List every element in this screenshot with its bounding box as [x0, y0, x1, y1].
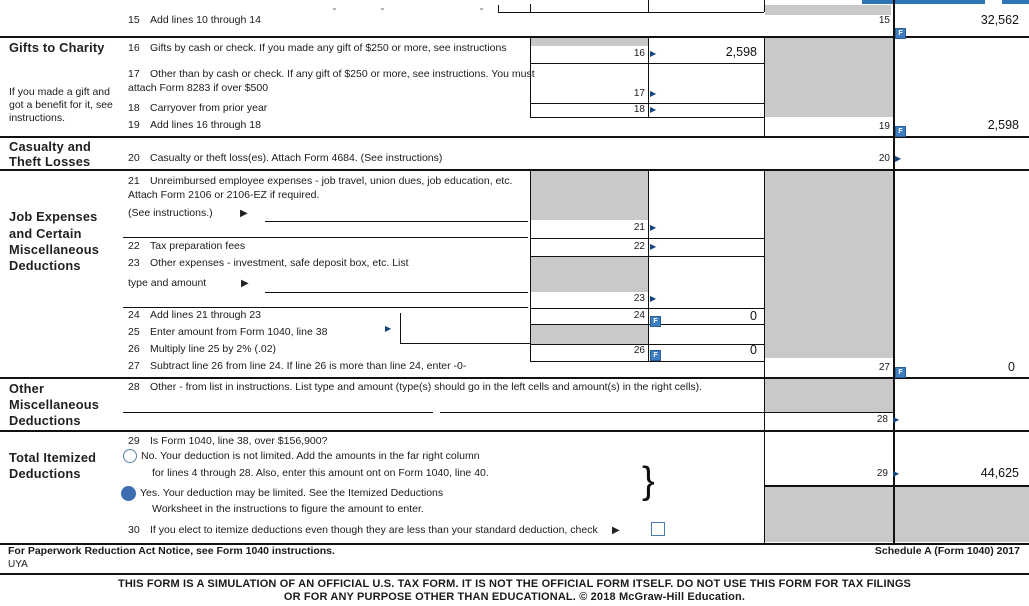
- line17-text: attach Form 8283 if over $500: [128, 82, 269, 94]
- rule: [764, 0, 765, 12]
- line23-amount-field[interactable]: [531, 293, 763, 308]
- rule: [498, 12, 764, 13]
- line26-box-number: 26: [633, 345, 645, 356]
- line27-box-number: 27: [878, 362, 890, 373]
- section-gifts-title: Gifts to Charity: [9, 40, 105, 55]
- cut-off-button[interactable]: [1002, 0, 1029, 4]
- entry-arrow-icon: ▶: [650, 49, 657, 58]
- line23-box-number: 23: [633, 293, 645, 304]
- rule: [498, 5, 499, 12]
- line29-number: 29: [128, 435, 140, 447]
- line19-box-number: 19: [878, 121, 890, 132]
- line26-number: 26: [128, 343, 140, 355]
- artifact-dot: [381, 8, 384, 10]
- line21-text: Attach Form 2106 or 2106-EZ if required.: [128, 189, 320, 201]
- shaded-cell: [765, 486, 893, 542]
- line22-box-number: 22: [633, 241, 645, 252]
- line25-text: Enter amount from Form 1040, line 38: [150, 326, 328, 338]
- line27-number: 27: [128, 360, 140, 372]
- paperwork-notice: For Paperwork Reduction Act Notice, see Form 1040 instructions.: [8, 545, 335, 557]
- rule: [530, 256, 764, 257]
- rule: [648, 0, 649, 12]
- line20-text: Casualty or theft loss(es). Attach Form 4684. (See instructions): [150, 152, 443, 164]
- line28-text: Other - from list in instructions. List type and amount (type(s) should go in the left cells and amount(s) in the right cells).: [150, 381, 703, 393]
- line23-type-amount: type and amount: [128, 277, 207, 289]
- section-divider: [0, 169, 1029, 171]
- entry-arrow-icon: ▶: [650, 242, 657, 251]
- section-job-title: Miscellaneous: [9, 242, 100, 257]
- shaded-cell: [531, 325, 648, 344]
- line16-text: Gifts by cash or check. If you made any gift of $250 or more, see instructions: [150, 42, 507, 54]
- section-job-title: and Certain: [9, 226, 82, 241]
- shaded-cell: [531, 37, 648, 46]
- line17-box-number: 17: [633, 88, 645, 99]
- writing-line: [265, 221, 528, 222]
- line18-amount-field[interactable]: [531, 104, 763, 117]
- line23-text: Other expenses - investment, safe deposit box, etc. List: [150, 257, 409, 269]
- rule: [530, 103, 764, 104]
- rule: [648, 169, 649, 361]
- rule: [530, 238, 764, 239]
- section-other-title: Deductions: [9, 413, 81, 428]
- entry-arrow-icon: ▶: [895, 154, 902, 163]
- line30-number: 30: [128, 524, 140, 536]
- section-job-title: Job Expenses: [9, 209, 98, 224]
- form-id-label: Schedule A (Form 1040) 2017: [874, 545, 1020, 557]
- rule: [530, 324, 764, 325]
- form-link-icon[interactable]: F: [895, 28, 906, 39]
- rule: [764, 169, 765, 543]
- radio-yes-label: Yes. Your deduction may be limited. See the Itemized Deductions: [140, 487, 444, 499]
- rule: [893, 0, 895, 543]
- writing-line: [265, 292, 528, 293]
- section-casualty-title: Casualty and: [9, 139, 92, 154]
- writing-line: [123, 412, 433, 413]
- line19-text: Add lines 16 through 18: [150, 119, 261, 131]
- section-casualty-title: Theft Losses: [9, 154, 91, 169]
- line27-text: Subtract line 26 from line 24. If line 26 is more than line 24, enter -0-: [150, 360, 467, 372]
- line21-amount-field[interactable]: [531, 221, 763, 238]
- line30-text: If you elect to itemize deductions even though they are less than your standard deduction, check: [150, 524, 598, 536]
- section-job-title: Deductions: [9, 258, 81, 273]
- line25-number: 25: [128, 326, 140, 338]
- pointer-arrow-icon: ▶: [612, 525, 620, 536]
- disclaimer-text: THIS FORM IS A SIMULATION OF AN OFFICIAL U.S. TAX FORM. IT IS NOT THE OFFICIAL FORM ITSELF. DO NOT USE THIS FORM FOR TAX FILINGS: [117, 578, 912, 590]
- disclaimer-text: OR FOR ANY PURPOSE OTHER THAN EDUCATIONAL. © 2018 McGraw-Hill Education.: [283, 591, 746, 603]
- rule: [530, 4, 531, 12]
- artifact-dot: [480, 8, 483, 10]
- entry-arrow-icon: ▶: [650, 105, 657, 114]
- section-total-title: Total Itemized: [9, 450, 97, 465]
- radio-yes[interactable]: [121, 486, 136, 501]
- line22-text: Tax preparation fees: [150, 240, 246, 252]
- line24-value[interactable]: 0: [750, 309, 757, 323]
- rule: [400, 313, 401, 343]
- line16-value[interactable]: 2,598: [725, 45, 757, 59]
- section-divider: [0, 430, 1029, 432]
- rule: [764, 36, 765, 136]
- line24-text: Add lines 21 through 23: [150, 309, 261, 321]
- line29-value[interactable]: 44,625: [980, 466, 1019, 480]
- brace-glyph: }: [642, 460, 655, 502]
- rule: [530, 117, 764, 118]
- rule: [530, 169, 531, 361]
- line15-box-number: 15: [878, 15, 890, 26]
- shaded-cell: [531, 170, 648, 220]
- line29-box-number: 29: [876, 468, 888, 479]
- writing-line: [123, 307, 528, 308]
- radio-no-label: No. Your deduction is not limited. Add the amounts in the far right column: [141, 450, 480, 462]
- line18-box-number: 18: [633, 104, 645, 115]
- writing-line: [123, 237, 528, 238]
- section-other-title: Miscellaneous: [9, 397, 100, 412]
- line17-text: Other than by cash or check. If any gift of $250 or more, see instructions. You must: [150, 68, 535, 80]
- pointer-arrow-icon: ▶: [240, 208, 248, 219]
- section-total-title: Deductions: [9, 466, 81, 481]
- artifact-dot: [333, 8, 336, 10]
- line26-text: Multiply line 25 by 2% (.02): [150, 343, 277, 355]
- writing-line: [440, 412, 893, 413]
- line15-value[interactable]: 32,562: [980, 13, 1019, 27]
- line19-number: 19: [128, 119, 140, 131]
- line17-number: 17: [128, 68, 140, 80]
- line19-value[interactable]: 2,598: [987, 118, 1019, 132]
- line24-box-number: 24: [633, 310, 645, 321]
- line21-number: 21: [128, 175, 140, 187]
- radio-no[interactable]: [123, 449, 137, 463]
- shaded-cell: [531, 257, 648, 292]
- section-divider: [0, 136, 1029, 138]
- line29-text: Is Form 1040, line 38, over $156,900?: [150, 435, 328, 447]
- entry-arrow-icon: ▶: [893, 469, 900, 478]
- form-link-icon[interactable]: F: [650, 350, 661, 361]
- line27-value[interactable]: 0: [1008, 360, 1015, 374]
- shaded-cell: [765, 170, 893, 358]
- shaded-cell: [894, 486, 1029, 542]
- line17-amount-field[interactable]: [531, 64, 763, 103]
- line18-text: Carryover from prior year: [150, 102, 268, 114]
- line26-value[interactable]: 0: [750, 343, 757, 357]
- section-other-title: Other: [9, 381, 45, 396]
- form-link-icon[interactable]: F: [650, 316, 661, 327]
- line28-box-number: 28: [876, 414, 888, 425]
- line18-number: 18: [128, 102, 140, 114]
- gifts-note: If you made a gift and: [9, 86, 110, 98]
- line28-number: 28: [128, 381, 140, 393]
- line15-text: Add lines 10 through 14: [150, 14, 261, 26]
- rule: [764, 485, 1029, 487]
- radio-no-label: for lines 4 through 28. Also, enter this amount ont on Form 1040, line 40.: [152, 467, 489, 479]
- line22-number: 22: [128, 240, 140, 252]
- line20-number: 20: [128, 152, 140, 164]
- radio-yes-label: Worksheet in the instructions to figure the amount to enter.: [152, 503, 424, 515]
- shaded-cell: [765, 37, 893, 117]
- pointer-arrow-icon: ▶: [241, 278, 249, 289]
- line30-checkbox[interactable]: [651, 522, 665, 536]
- section-divider: [0, 36, 1029, 38]
- entry-arrow-icon: ▶: [893, 415, 900, 424]
- form-link-icon[interactable]: F: [895, 126, 906, 137]
- line21-box-number: 21: [633, 222, 645, 233]
- rule: [530, 361, 764, 362]
- entry-arrow-icon: ▶: [650, 89, 657, 98]
- line16-box-number: 16: [633, 48, 645, 59]
- rule: [530, 63, 764, 64]
- line15-number: 15: [128, 14, 140, 26]
- gifts-note: got a benefit for it, see: [9, 99, 113, 111]
- uya-label: UYA: [8, 559, 28, 570]
- entry-arrow-icon: ▶: [385, 324, 392, 333]
- line21-text: Unreimbursed employee expenses - job travel, union dues, job education, etc.: [150, 175, 513, 187]
- entry-arrow-icon: ▶: [650, 294, 657, 303]
- entry-arrow-icon: ▶: [650, 223, 657, 232]
- line20-box-number: 20: [878, 153, 890, 164]
- form-link-icon[interactable]: F: [895, 367, 906, 378]
- shaded-cell: [765, 5, 891, 15]
- rule: [0, 573, 1029, 575]
- gifts-note: instructions.: [9, 112, 66, 124]
- line21-see-instructions: (See instructions.): [128, 207, 213, 219]
- rule: [400, 343, 530, 344]
- rule: [648, 36, 649, 117]
- section-divider: [0, 377, 1029, 379]
- line20-amount-field[interactable]: [895, 137, 1027, 168]
- line24-number: 24: [128, 309, 140, 321]
- shaded-cell: [765, 378, 893, 412]
- line22-amount-field[interactable]: [531, 239, 763, 256]
- line23-number: 23: [128, 257, 140, 269]
- line16-number: 16: [128, 42, 140, 54]
- cut-off-button[interactable]: [862, 0, 985, 4]
